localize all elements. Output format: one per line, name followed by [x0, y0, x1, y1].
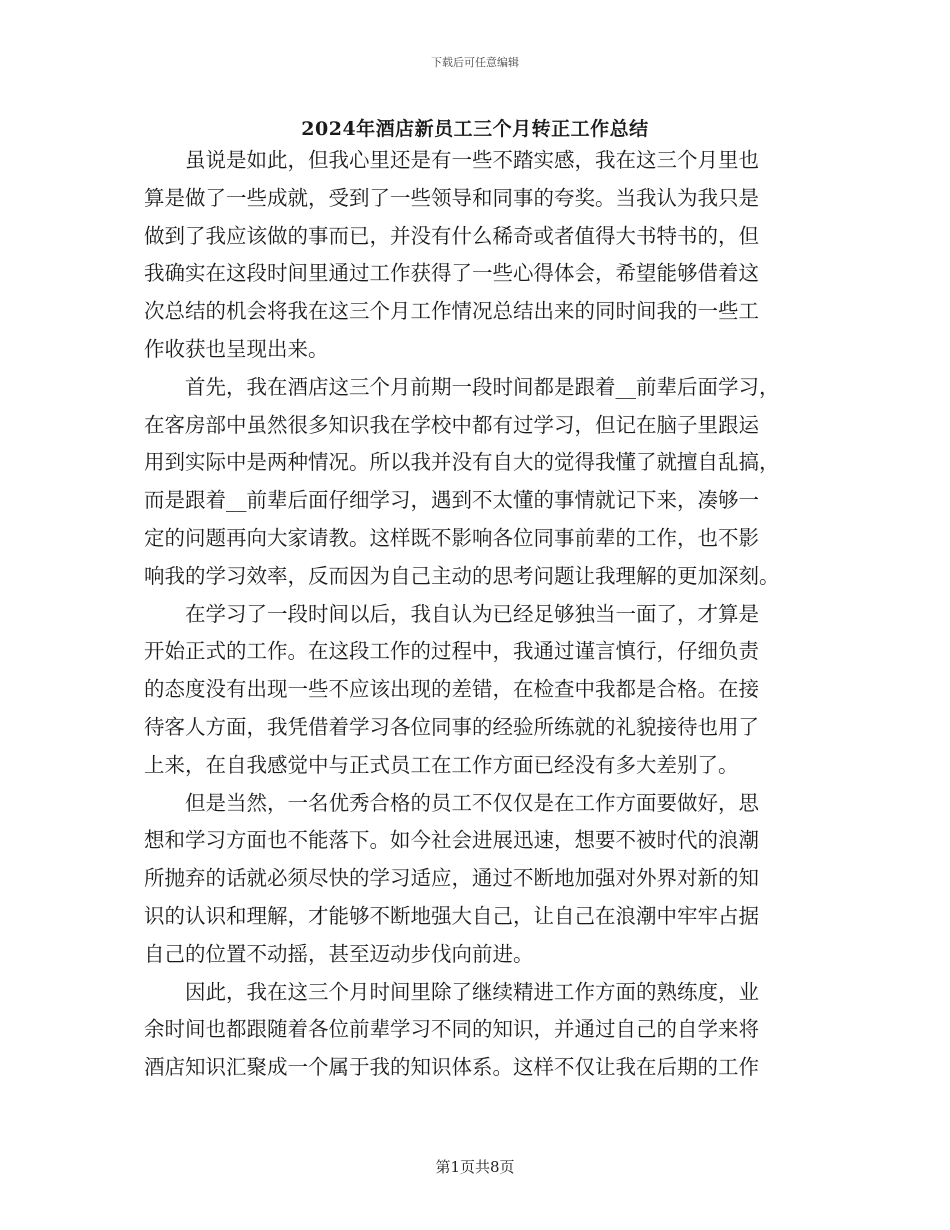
text-line: 因此，我在这三个月时间里除了继续精进工作方面的熟练度，业	[185, 979, 759, 1004]
text-line: 但是当然，一名优秀合格的员工不仅仅是在工作方面要做好，思	[185, 790, 759, 815]
text-line: 在客房部中虽然很多知识我在学校中都有过学习，但记在脑子里跟运	[144, 412, 759, 437]
text-line: 我确实在这段时间里通过工作获得了一些心得体会，希望能够借着这	[144, 261, 759, 286]
text-line: 定的问题再向大家请教。这样既不影响各位同事前辈的工作，也不影	[144, 525, 759, 550]
text-line: 次总结的机会将我在这三个月工作情况总结出来的同时间我的一些工	[144, 299, 759, 324]
text-line: 上来，在自我感觉中与正式员工在工作方面已经没有多大差别了。	[144, 752, 739, 777]
page-number: 第1页共8页	[435, 1158, 515, 1176]
text-line: 的态度没有出现一些不应该出现的差错，在检查中我都是合格。在接	[144, 677, 759, 702]
text-line: 在学习了一段时间以后，我自认为已经足够独当一面了，才算是	[185, 601, 759, 626]
text-line: 用到实际中是两种情况。所以我并没有自大的觉得我懂了就擅自乱搞，	[144, 450, 780, 475]
text-line: 想和学习方面也不能落下。如今社会进展迅速，想要不被时代的浪潮	[144, 828, 759, 853]
text-line: 做到了我应该做的事而已，并没有什么稀奇或者值得大书特书的，但	[144, 223, 759, 248]
page-header-note: 下载后可任意编辑	[431, 56, 519, 69]
text-line: 算是做了一些成就，受到了一些领导和同事的夸奖。当我认为我只是	[144, 185, 759, 210]
text-line: 自己的位置不动摇，甚至迈动步伐向前进。	[144, 941, 534, 966]
text-line: 识的认识和理解，才能够不断地强大自己，让自己在浪潮中牢牢占据	[144, 903, 759, 928]
text-line: 虽说是如此，但我心里还是有一些不踏实感，我在这三个月里也	[185, 148, 759, 172]
text-line: 所抛弃的话就必须尽快的学习适应，通过不断地加强对外界对新的知	[144, 866, 759, 891]
text-line: 酒店知识汇聚成一个属于我的知识体系。这样不仅让我在后期的工作	[144, 1055, 759, 1080]
text-line: 开始正式的工作。在这段工作的过程中，我通过谨言慎行，仔细负责	[144, 639, 759, 664]
text-line: 余时间也都跟随着各位前辈学习不同的知识，并通过自己的自学来将	[144, 1017, 759, 1042]
text-line: 首先，我在酒店这三个月前期一段时间都是跟着__前辈后面学习，	[185, 374, 780, 399]
text-line: 响我的学习效率，反而因为自己主动的思考问题让我理解的更加深刻。	[144, 563, 780, 588]
text-line: 待客人方面，我凭借着学习各位同事的经验所练就的礼貌接待也用了	[144, 714, 759, 739]
document-title: 2024年酒店新员工三个月转正工作总结	[301, 118, 649, 140]
text-line: 而是跟着__前辈后面仔细学习，遇到不太懂的事情就记下来，凑够一	[144, 488, 759, 513]
document-body	[144, 142, 809, 1087]
text-line: 作收获也呈现出来。	[144, 336, 329, 361]
